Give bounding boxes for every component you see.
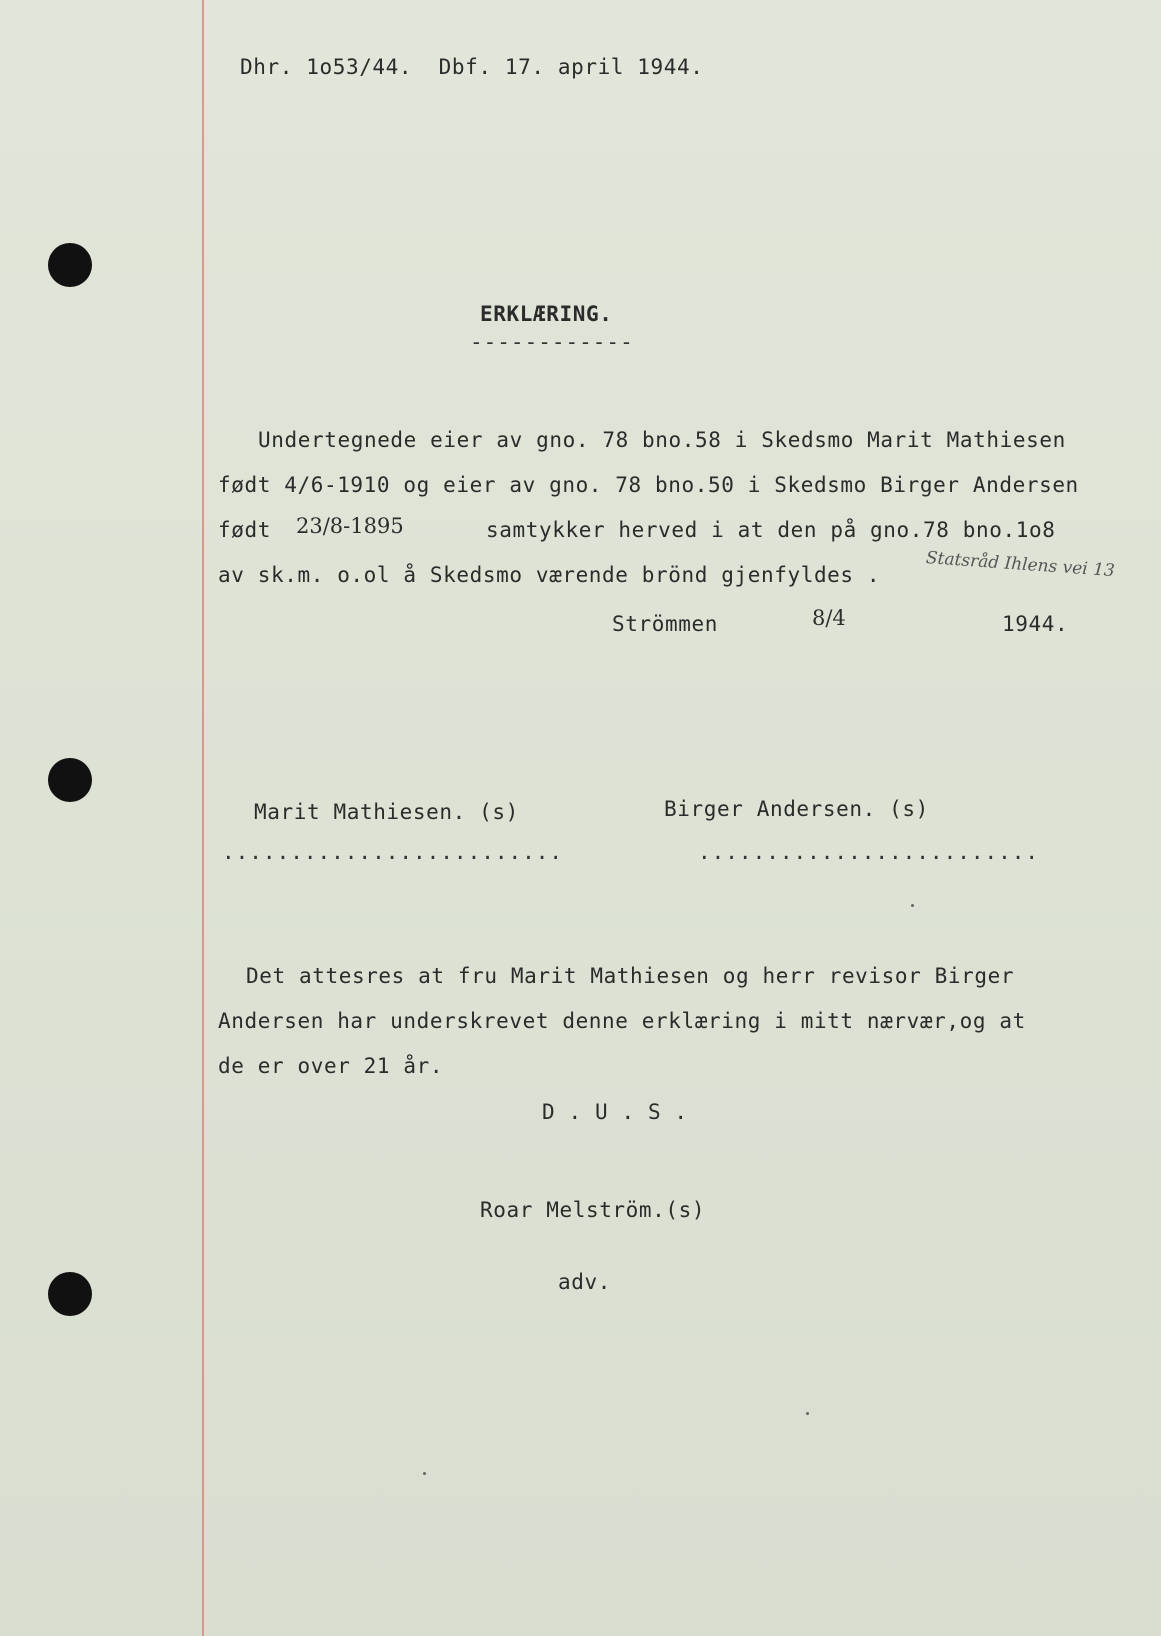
body-line-3-prefix: født bbox=[218, 518, 271, 542]
signature-line-left: ......................... bbox=[222, 840, 564, 864]
birth-date-handwritten: 23/8-1895 bbox=[296, 514, 404, 538]
document-reference: Dhr. 1o53/44. Dbf. 17. april 1944. bbox=[240, 55, 704, 79]
paper-speck bbox=[423, 1472, 426, 1475]
attestation-line-1: Det attesres at fru Marit Mathiesen og herr revisor Birger bbox=[246, 964, 1015, 988]
attestation-line-3: de er over 21 år. bbox=[218, 1054, 444, 1078]
year: 1944. bbox=[1002, 612, 1069, 636]
document-title: ERKLÆRING. bbox=[480, 302, 613, 326]
punch-hole-top bbox=[48, 243, 92, 287]
signature-right: Birger Andersen. (s) bbox=[664, 797, 929, 821]
margin-line bbox=[202, 0, 204, 1636]
punch-hole-middle bbox=[48, 758, 92, 802]
body-line-4: av sk.m. o.ol å Skedsmo værende brönd gjenfyldes . bbox=[218, 563, 881, 587]
paper-speck bbox=[911, 904, 914, 907]
date-handwritten: 8/4 bbox=[812, 606, 846, 630]
handwritten-address-note: Statsråd Ihlens vei 13 bbox=[925, 548, 1116, 582]
place-name: Strömmen bbox=[612, 612, 718, 636]
paper-speck bbox=[806, 1412, 809, 1415]
dus-mark: D . U . S . bbox=[542, 1100, 688, 1124]
attesting-signer: Roar Melström.(s) bbox=[480, 1198, 706, 1222]
body-line-2: født 4/6-1910 og eier av gno. 78 bno.50 i Skedsmo Birger Andersen bbox=[218, 473, 1079, 497]
signature-left: Marit Mathiesen. (s) bbox=[254, 800, 519, 824]
title-underline: ------------ bbox=[470, 330, 634, 354]
punch-hole-bottom bbox=[48, 1272, 92, 1316]
attestation-line-2: Andersen har underskrevet denne erklæring i mitt nærvær,og at bbox=[218, 1009, 1026, 1033]
body-line-1: Undertegnede eier av gno. 78 bno.58 i Skedsmo Marit Mathiesen bbox=[258, 428, 1066, 452]
signature-line-right: ......................... bbox=[698, 840, 1040, 864]
signer-title: adv. bbox=[558, 1270, 611, 1294]
body-line-3: samtykker herved i at den på gno.78 bno.1o8 bbox=[486, 518, 1056, 542]
